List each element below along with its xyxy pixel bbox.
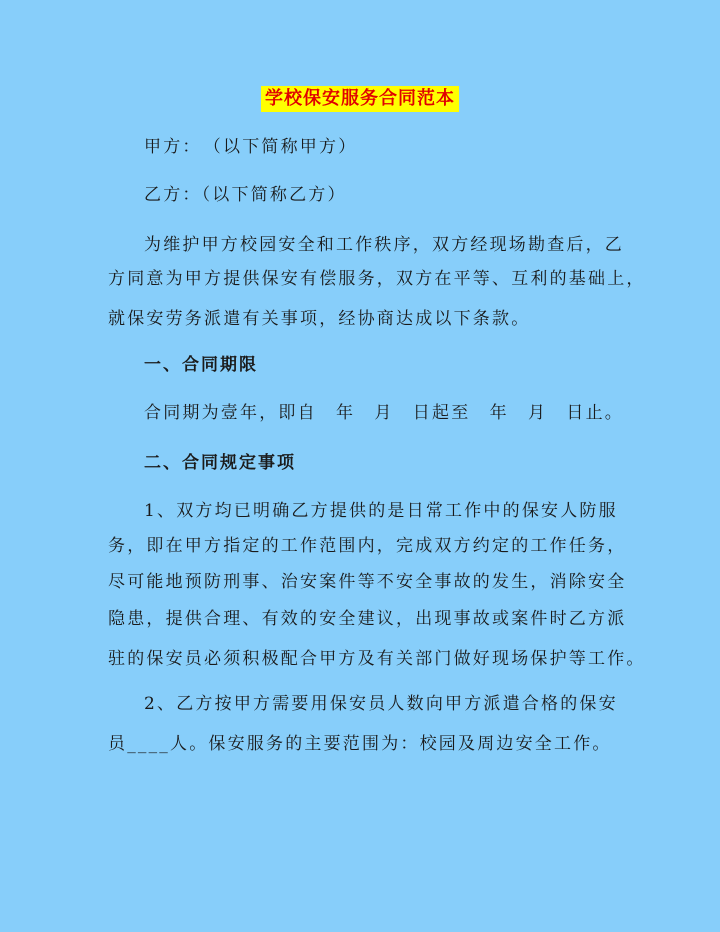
document-title: 学校保安服务合同范本 [261,86,459,112]
item-1-line-4: 隐患，提供合理、有效的安全建议，出现事故或案件时乙方派 [108,609,627,629]
item-1-line-2: 务，即在甲方指定的工作范围内，完成双方约定的工作任务， [108,536,627,556]
section-1-body: 合同期为壹年，即自 年 月 日起至 年 月 日止。 [144,403,624,423]
section-1-heading: 一、合同期限 [144,355,258,375]
title-container [0,86,720,112]
item-2-line-2: 员____人。保安服务的主要范围为：校园及周边安全工作。 [108,734,612,754]
party-a-line: 甲方： （以下简称甲方） [144,137,358,157]
party-b-line: 乙方：（以下简称乙方） [144,185,347,205]
item-1-line-5: 驻的保安员必须积极配合甲方及有关部门做好现场保护等工作。 [108,649,646,669]
section-2-heading: 二、合同规定事项 [144,453,296,473]
item-1-line-3: 尽可能地预防刑事、治安案件等不安全事故的发生，消除安全 [108,572,627,592]
intro-line-3: 就保安劳务派遣有关事项，经协商达成以下条款。 [108,309,531,329]
intro-line-1: 为维护甲方校园安全和工作秩序，双方经现场勘查后，乙 [144,235,624,255]
intro-line-2: 方同意为甲方提供保安有偿服务，双方在平等、互利的基础上， [108,269,646,289]
item-1-line-1: 1、双方均已明确乙方提供的是日常工作中的保安人防服 [144,501,618,521]
item-2-line-1: 2、乙方按甲方需要用保安员人数向甲方派遣合格的保安 [144,694,618,714]
